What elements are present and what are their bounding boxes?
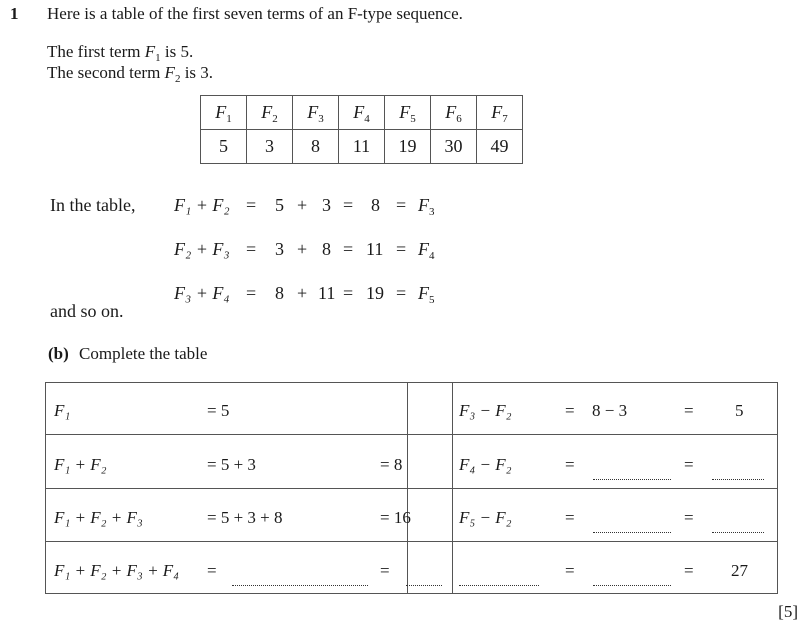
answer-blank[interactable]: [593, 532, 671, 533]
question-number: 1: [10, 4, 19, 23]
grid-cell-diff: F₄ − F₂: [459, 455, 512, 474]
question-intro: Here is a table of the first seven terms of an F-type sequence.: [47, 4, 463, 23]
equation-result: $F_3$: [418, 195, 435, 218]
grid-cell-expr: = 5: [207, 401, 230, 420]
grid-cell-result: 27: [731, 561, 748, 580]
equation-lhs: F₁ + F₂: [174, 195, 230, 215]
term-value: 11: [339, 130, 385, 164]
term-value: 5: [201, 130, 247, 164]
equation-lhs: F₂ + F₃: [174, 239, 230, 259]
grid-line: [452, 382, 453, 594]
terms-table: [200, 95, 523, 164]
part-b-heading: [48, 344, 207, 364]
part-b-instruction: Complete the table: [79, 344, 208, 363]
grid-line: [45, 488, 778, 489]
answer-blank[interactable]: [232, 585, 368, 586]
part-b-label: (b): [48, 344, 69, 363]
grid-cell-sum: F₁ + F₂ + F₃: [54, 508, 143, 527]
term-header: $F_7$: [477, 96, 523, 130]
explanation-lead: In the table,: [50, 195, 136, 215]
answer-blank[interactable]: [712, 532, 764, 533]
term-header: $F_4$: [339, 96, 385, 130]
grid-cell-total: = 8: [380, 455, 403, 474]
marks-label: [5]: [778, 602, 798, 621]
second-term-line: The second term $F_2$ is 3.: [47, 63, 214, 85]
term-header: $F_3$: [293, 96, 339, 130]
grid-cell-diff: F₅ − F₂: [459, 508, 512, 527]
answer-grid: F₁ = 5 F₃ − F₂ = 8 − 3 = 5 F₁ + F₂ = 5 + 3 = 8 F₄ − F₂ = = F₁ + F₂ + F₃ = 5 + 3 + 8 = 16 F₅ − F₂ = = F₁ + F₂ + F₃ + F₄ = = = = 27: [45, 382, 778, 594]
grid-line: [45, 382, 778, 383]
equation-result: $F_4$: [418, 239, 435, 262]
grid-cell-diff: F₃ − F₂: [459, 401, 512, 420]
grid-cell-expr: = 5 + 3 + 8: [207, 508, 283, 527]
term-header: $F_2$: [247, 96, 293, 130]
grid-line: [45, 434, 778, 435]
term-value: 30: [431, 130, 477, 164]
grid-line: [45, 382, 46, 594]
term-header: $F_5$: [385, 96, 431, 130]
answer-blank[interactable]: [593, 479, 671, 480]
term-header: $F_6$: [431, 96, 477, 130]
terms-header-row: [201, 96, 523, 130]
grid-cell-sum: F₁ + F₂: [54, 455, 107, 474]
grid-line: [45, 593, 778, 594]
answer-blank[interactable]: [593, 585, 671, 586]
grid-line: [45, 541, 778, 542]
grid-cell-diff-expr: 8 − 3: [592, 401, 628, 420]
answer-blank[interactable]: [459, 585, 539, 586]
term-value: 19: [385, 130, 431, 164]
grid-cell-expr: = 5 + 3: [207, 455, 256, 474]
terms-value-row: [201, 130, 523, 164]
equation-result: $F_5$: [418, 283, 435, 306]
answer-blank[interactable]: [712, 479, 764, 480]
grid-cell-sum: F₁ + F₂ + F₃ + F₄: [54, 561, 180, 580]
term-value: 8: [293, 130, 339, 164]
grid-cell-result: 5: [735, 401, 744, 420]
grid-cell-total: =: [380, 561, 390, 580]
term-value: 49: [477, 130, 523, 164]
grid-cell-expr: =: [207, 561, 217, 580]
answer-blank[interactable]: [406, 585, 442, 586]
equation-lhs: F₃ + F₄: [174, 283, 230, 303]
term-header: $F_1$: [201, 96, 247, 130]
term-value: 3: [247, 130, 293, 164]
grid-line: [407, 382, 408, 594]
grid-cell-sum: F₁: [54, 401, 71, 420]
grid-cell-total: = 16: [380, 508, 411, 527]
explanation-after: and so on.: [50, 301, 124, 321]
grid-line: [777, 382, 778, 594]
first-term-line: The first term $F_1$ is 5.: [47, 42, 194, 64]
